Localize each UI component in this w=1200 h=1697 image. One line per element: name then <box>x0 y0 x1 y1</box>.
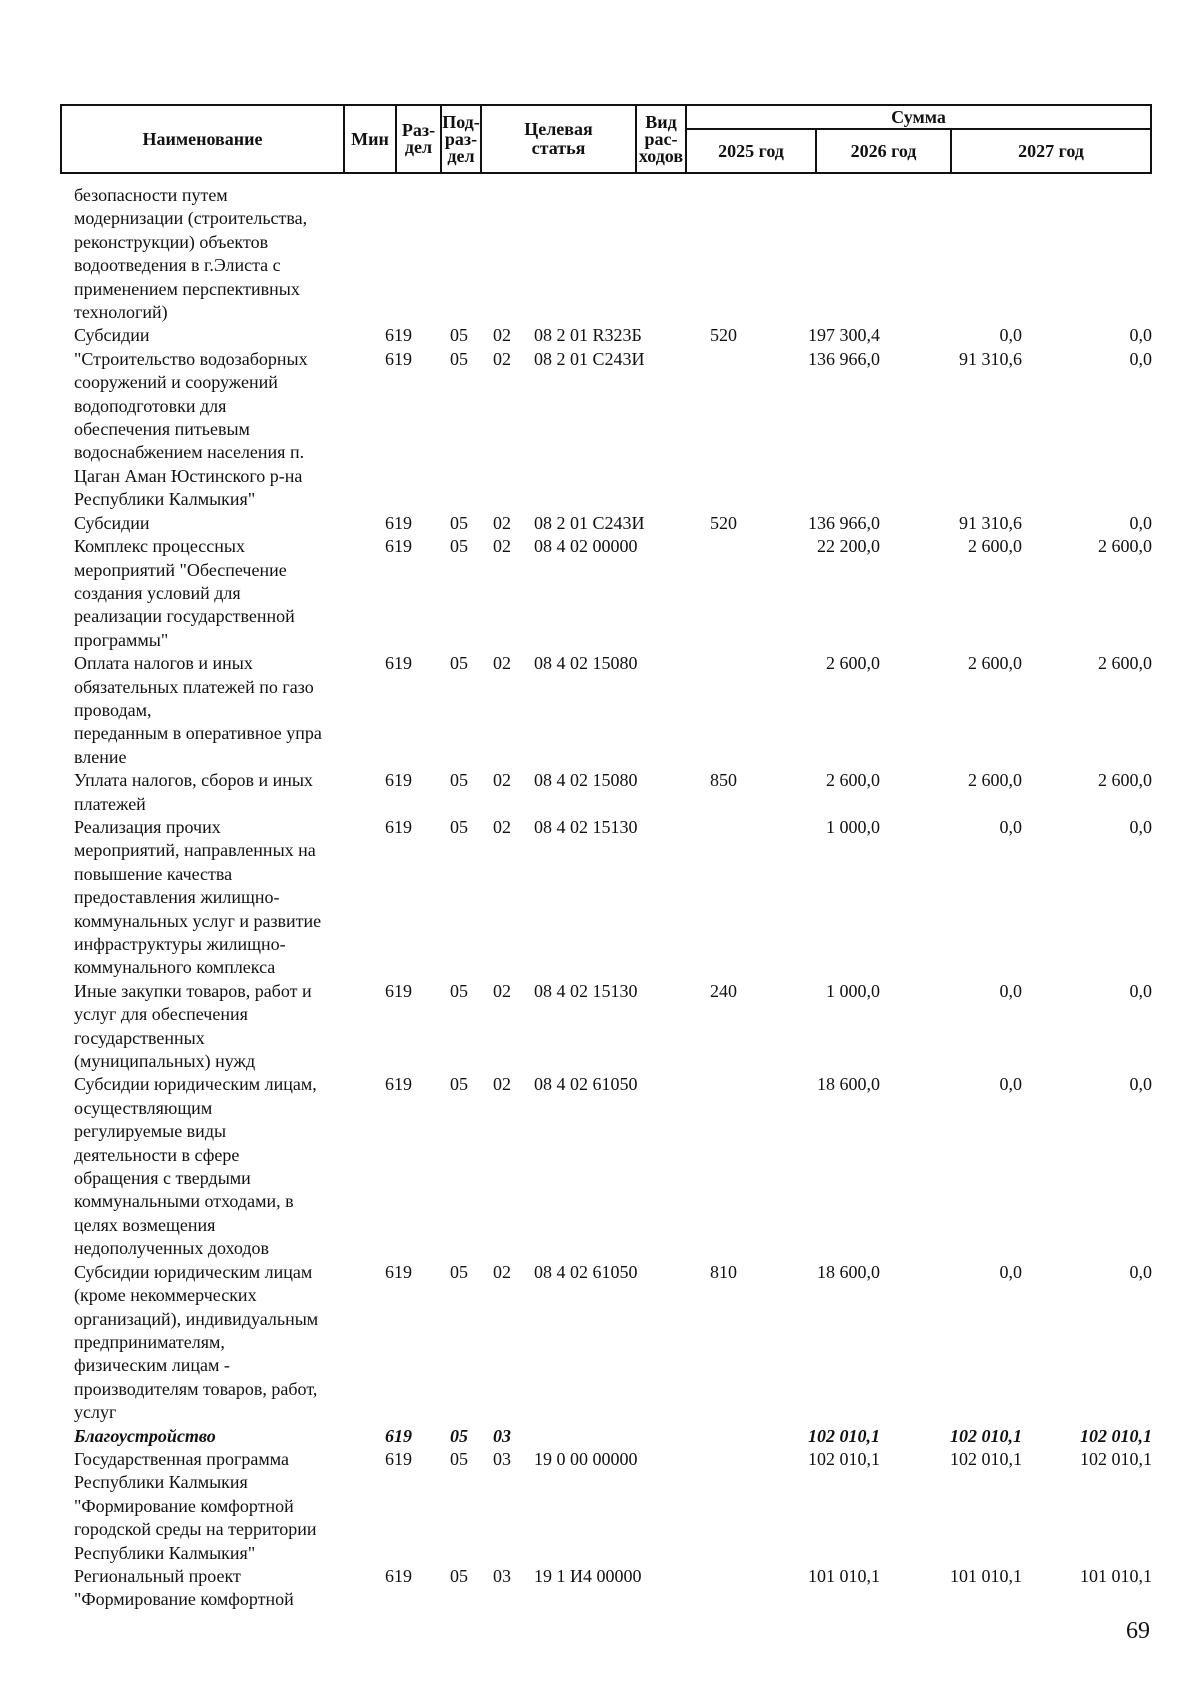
row-name: Комплекс процессных мероприятий "Обеспечение создания условий для реализации государственной программы" <box>74 536 295 650</box>
row-podrazdel: 02 <box>493 1261 511 1282</box>
row-podrazdel: 02 <box>493 512 511 533</box>
row-amount-2025: 2 600,0 <box>826 770 880 791</box>
row-target-article: 08 4 02 15130 <box>534 980 638 1001</box>
row-amount-2027: 0,0 <box>1129 348 1152 369</box>
header-razdel-text: Раз- дел <box>401 120 436 157</box>
row-min: 619 <box>385 1565 412 1586</box>
table-row <box>0 980 1200 1074</box>
table-row <box>0 1425 1200 1448</box>
row-min: 619 <box>385 536 412 557</box>
row-amount-2025: 101 010,1 <box>808 1565 880 1586</box>
row-name: Уплата налогов, сборов и иных платежей <box>74 770 313 814</box>
row-name: Субсидии юридическим лицам (кроме некоммерческих организаций), индивидуальным предпринимателям, физическим лицам - производителям товаров, работ, услуг <box>74 1261 319 1423</box>
table-body <box>0 184 1200 1612</box>
row-podrazdel: 02 <box>493 348 511 369</box>
row-amount-2026: 91 310,6 <box>959 512 1022 533</box>
row-target-article: 08 2 01 С243И <box>534 348 645 369</box>
row-amount-2026: 102 010,1 <box>950 1448 1022 1469</box>
row-amount-2025: 102 010,1 <box>808 1448 880 1469</box>
row-amount-2026: 0,0 <box>999 816 1022 837</box>
row-razdel: 05 <box>450 1074 468 1095</box>
row-razdel: 05 <box>450 816 468 837</box>
row-amount-2027: 0,0 <box>1129 325 1152 346</box>
table-row <box>0 816 1200 980</box>
row-amount-2025: 136 966,0 <box>808 348 880 369</box>
row-razdel: 05 <box>450 1565 468 1586</box>
row-expense-type: 850 <box>710 770 737 791</box>
row-min: 619 <box>385 980 412 1001</box>
row-target-article: 08 4 02 15080 <box>534 653 638 674</box>
header-min: Мин <box>344 105 396 173</box>
row-target-article: 08 4 02 61050 <box>534 1261 638 1282</box>
table-row <box>0 1261 1200 1425</box>
header-tsel <box>481 105 636 173</box>
row-amount-2026: 0,0 <box>999 1261 1022 1282</box>
row-amount-2025: 1 000,0 <box>826 980 880 1001</box>
table-row <box>0 769 1200 816</box>
row-min: 619 <box>385 512 412 533</box>
row-podrazdel: 02 <box>493 1074 511 1095</box>
row-podrazdel: 02 <box>493 770 511 791</box>
table-row <box>0 1565 1200 1612</box>
row-name: Региональный проект "Формирование комфортной <box>74 1565 294 1610</box>
header-podrazdel <box>441 105 481 173</box>
row-min: 619 <box>385 348 412 369</box>
row-podrazdel: 03 <box>493 1448 511 1469</box>
row-name: Реализация прочих мероприятий, направленных на повышение качества предоставления жилищно- коммунальных услуг и развитие инфраструктуры жилищно- коммунального комплекса <box>74 816 322 978</box>
table-row <box>0 652 1200 769</box>
row-name: Иные закупки товаров, работ и услуг для обеспечения государственных (муниципальных) нужд <box>74 980 312 1072</box>
row-razdel: 05 <box>450 1448 468 1469</box>
row-amount-2026: 0,0 <box>999 325 1022 346</box>
row-amount-2026: 2 600,0 <box>968 536 1022 557</box>
row-target-article: 08 4 02 15130 <box>534 816 638 837</box>
table-row <box>0 348 1200 512</box>
row-amount-2027: 2 600,0 <box>1098 770 1152 791</box>
row-razdel: 05 <box>450 1425 468 1446</box>
row-razdel: 05 <box>450 1261 468 1282</box>
row-expense-type: 520 <box>710 512 737 533</box>
row-amount-2026: 2 600,0 <box>968 770 1022 791</box>
row-target-article: 08 4 02 61050 <box>534 1074 638 1095</box>
table-row <box>0 324 1200 347</box>
row-min: 619 <box>385 1448 412 1469</box>
row-amount-2025: 197 300,4 <box>808 325 880 346</box>
row-amount-2027: 0,0 <box>1129 980 1152 1001</box>
row-amount-2025: 136 966,0 <box>808 512 880 533</box>
header-name: Наименование <box>61 105 344 173</box>
header-2025: 2025 год <box>686 129 816 173</box>
header-vid-text: Вид рас- ходов <box>638 111 684 166</box>
row-target-article: 19 0 00 00000 <box>534 1448 638 1469</box>
row-podrazdel: 02 <box>493 536 511 557</box>
row-amount-2026: 101 010,1 <box>950 1565 1022 1586</box>
row-amount-2027: 0,0 <box>1129 1074 1152 1095</box>
row-amount-2027: 0,0 <box>1129 512 1152 533</box>
row-podrazdel: 03 <box>493 1425 511 1446</box>
header-tsel-text: Целевая статья <box>524 119 593 158</box>
row-amount-2025: 18 600,0 <box>817 1074 880 1095</box>
row-amount-2027: 101 010,1 <box>1080 1565 1152 1586</box>
table-row <box>0 512 1200 535</box>
row-podrazdel: 03 <box>493 1565 511 1586</box>
row-name: Оплата налогов и иных обязательных платежей по газо проводам, переданным в оперативное упра вление <box>74 653 322 767</box>
row-amount-2025: 102 010,1 <box>808 1425 880 1446</box>
row-razdel: 05 <box>450 653 468 674</box>
row-name: Субсидии <box>74 512 150 533</box>
row-amount-2026: 2 600,0 <box>968 653 1022 674</box>
row-name: Государственная программа Республики Калмыкия "Формирование комфортной городской среды на территории Республики Калмыкия" <box>74 1448 317 1563</box>
row-expense-type: 520 <box>710 325 737 346</box>
table-row <box>0 1073 1200 1260</box>
row-min: 619 <box>385 816 412 837</box>
row-target-article: 19 1 И4 00000 <box>534 1565 642 1586</box>
row-min: 619 <box>385 770 412 791</box>
row-amount-2026: 0,0 <box>999 1074 1022 1095</box>
row-razdel: 05 <box>450 980 468 1001</box>
row-podrazdel: 02 <box>493 325 511 346</box>
row-target-article: 08 2 01 R323Б <box>534 325 642 346</box>
row-amount-2025: 2 600,0 <box>826 653 880 674</box>
row-razdel: 05 <box>450 512 468 533</box>
header-vid <box>636 105 686 173</box>
row-amount-2027: 2 600,0 <box>1098 653 1152 674</box>
row-target-article: 08 4 02 15080 <box>534 770 638 791</box>
row-amount-2026: 91 310,6 <box>959 348 1022 369</box>
row-expense-type: 810 <box>710 1261 737 1282</box>
table-row <box>0 184 1200 324</box>
row-amount-2027: 0,0 <box>1129 1261 1152 1282</box>
row-name: безопасности путем модернизации (строительства, реконструкции) объектов водоотведения в г.Элиста с применением перспективных технологий) <box>74 185 308 323</box>
header-summa: Сумма <box>686 105 1151 129</box>
row-amount-2026: 0,0 <box>999 980 1022 1001</box>
table-row <box>0 535 1200 652</box>
header-razdel <box>396 105 441 173</box>
row-amount-2027: 2 600,0 <box>1098 536 1152 557</box>
row-amount-2027: 102 010,1 <box>1080 1425 1152 1446</box>
row-expense-type: 240 <box>710 980 737 1001</box>
header-podrazdel-text: Под- раз- дел <box>442 111 480 166</box>
row-amount-2025: 22 200,0 <box>817 536 880 557</box>
page-number: 69 <box>1126 1618 1150 1644</box>
row-amount-2025: 18 600,0 <box>817 1261 880 1282</box>
header-2026: 2026 год <box>816 129 951 173</box>
row-min: 619 <box>385 325 412 346</box>
row-min: 619 <box>385 1425 412 1446</box>
row-amount-2027: 102 010,1 <box>1080 1448 1152 1469</box>
row-name: Субсидии юридическим лицам, осуществляющим регулируемые виды деятельности в сфере обращения с твердыми коммунальными отходами, в целях возмещения недополученных доходов <box>74 1074 317 1259</box>
row-name: Субсидии <box>74 325 150 346</box>
row-amount-2025: 1 000,0 <box>826 816 880 837</box>
row-min: 619 <box>385 653 412 674</box>
row-amount-2027: 0,0 <box>1129 816 1152 837</box>
header-2027: 2027 год <box>951 129 1151 173</box>
row-razdel: 05 <box>450 348 468 369</box>
table-header <box>60 104 1152 174</box>
row-name: "Строительство водозаборных сооружений и сооружений водоподготовки для обеспечения питьевым водоснабжением населения п. Цаган Аман Юстинского р-на Республики Калмыкия" <box>74 348 308 510</box>
row-razdel: 05 <box>450 770 468 791</box>
row-amount-2026: 102 010,1 <box>950 1425 1022 1446</box>
row-razdel: 05 <box>450 325 468 346</box>
row-min: 619 <box>385 1261 412 1282</box>
row-min: 619 <box>385 1074 412 1095</box>
row-podrazdel: 02 <box>493 653 511 674</box>
row-name: Благоустройство <box>74 1425 216 1446</box>
row-target-article: 08 2 01 С243И <box>534 512 645 533</box>
row-podrazdel: 02 <box>493 980 511 1001</box>
row-podrazdel: 02 <box>493 816 511 837</box>
table-row <box>0 1448 1200 1565</box>
row-razdel: 05 <box>450 536 468 557</box>
row-target-article: 08 4 02 00000 <box>534 536 638 557</box>
